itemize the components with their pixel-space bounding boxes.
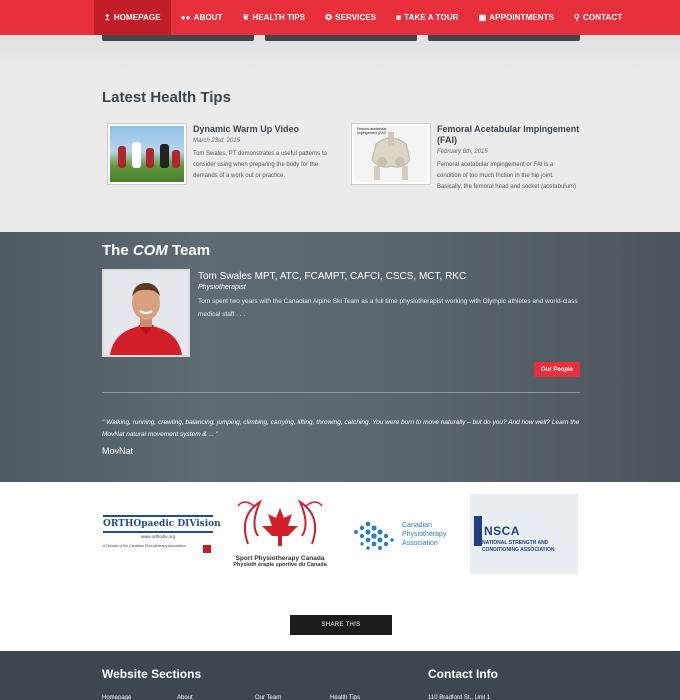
tip-thumbnail[interactable] xyxy=(351,123,431,185)
health-tips-section xyxy=(0,78,680,232)
thumb-label: Femoro-acetabular Impingement (FAI) xyxy=(357,127,387,135)
member-role: Physiotherapist xyxy=(198,284,246,291)
nav-services[interactable]: ✪ SERVICES xyxy=(325,13,377,22)
footer-sections-title: Website Sections xyxy=(102,667,202,681)
nav-homepage[interactable]: ↥ HOMEPAGE xyxy=(94,0,171,35)
tip-thumbnail[interactable] xyxy=(107,123,187,185)
nsca-emblem-icon xyxy=(474,516,482,546)
quote-text: " Walking, running, crawling, balancing, jumping, climbing, carrying, lifting, throwing, catching. You were born to move naturally – but do you? And how well? Learn the MovNat natural movement system & ... " xyxy=(102,419,580,438)
ortho-division-logo[interactable]: ORTHOpaedic DIVision www.orthodiv.org A Division of the Canadian Physiotherapy Association xyxy=(103,515,213,557)
pin-icon: ⚲ xyxy=(574,13,581,22)
tip-excerpt: Femoral acetabular impingement or FAI is a condition of too much friction in the hip joint. Basically, the femoral head and socket (acetabulum) xyxy=(437,162,576,190)
users-icon: ●● xyxy=(180,13,191,22)
leaf-icon: ❦ xyxy=(242,13,250,22)
partners-section xyxy=(0,482,680,582)
main-nav xyxy=(0,0,680,35)
calendar-icon: ▦ xyxy=(478,13,487,22)
nav-appointments[interactable]: ▦ APPOINTMENTS xyxy=(478,13,555,22)
footer-link-about[interactable]: About xyxy=(177,695,193,700)
tip-title[interactable]: Dynamic Warm Up Video xyxy=(193,124,300,134)
tip-excerpt: Tom Swales, PT demonstrates a useful patterns to consider using when preparing the body for the demands of a work out or practice. xyxy=(193,151,327,179)
nav-contact[interactable]: ⚲ CONTACT xyxy=(574,13,623,22)
arrow-icon: ↥ xyxy=(104,13,111,22)
cpa-logo[interactable]: Canadian Physiotherapy Association xyxy=(350,520,460,556)
cpa-badge-icon xyxy=(203,545,211,553)
sport-physio-canada-logo[interactable]: Sport Physiotherapy Canada Physioth érapie sportive du Canada xyxy=(230,496,330,572)
footer-link-health-tips[interactable]: Health Tips xyxy=(330,695,361,700)
footer xyxy=(0,651,680,700)
cog-icon: ✪ xyxy=(325,13,333,22)
maple-leaf-icon xyxy=(230,496,330,550)
cpa-dots-icon xyxy=(350,520,396,556)
nsca-logo[interactable]: NSCA NATIONAL STRENGTH AND CONDITIONING ASSOCIATION xyxy=(470,494,578,574)
member-name[interactable]: Tom Swales MPT, ATC, FCAMPT, CAFCI, CSCS, MCT, RKC xyxy=(198,271,467,282)
team-section xyxy=(0,232,680,482)
footer-link-homepage[interactable]: Homepage xyxy=(102,695,132,700)
member-bio: Tom spent two years with the Canadian Alpine Ski Team as a full time physiotherapist working with Olympic athletes and world-class medical staff . . . xyxy=(198,298,578,318)
member-photo[interactable] xyxy=(102,269,190,357)
footer-link-our-team[interactable]: Our Team xyxy=(255,695,282,700)
quote-source[interactable]: MovNat xyxy=(102,446,134,456)
our-people-button[interactable]: Our People xyxy=(534,362,580,377)
tip-date: February 6th, 2015 xyxy=(437,149,488,155)
nav-take-a-tour[interactable]: ◙ TAKE A TOUR xyxy=(396,13,459,22)
tip-card xyxy=(351,123,591,213)
section-title: Latest Health Tips xyxy=(102,89,231,106)
tip-title[interactable]: Femoral Acetabular Impingement (FAI) xyxy=(437,124,580,145)
footer-contact-title: Contact Info xyxy=(428,667,498,681)
tip-date: March 23rd, 2015 xyxy=(193,138,241,144)
nav-about[interactable]: ●● ABOUT xyxy=(180,13,223,22)
camera-icon: ◙ xyxy=(396,13,402,22)
footer-address: 110 Bradford St., Unit 1 xyxy=(428,695,491,700)
section-title: The COM Team xyxy=(102,242,211,259)
tip-card xyxy=(107,123,347,213)
share-button[interactable]: SHARE THIS xyxy=(290,615,392,635)
nav-health-tips[interactable]: ❦ HEALTH TIPS xyxy=(242,13,306,22)
divider xyxy=(102,392,580,393)
